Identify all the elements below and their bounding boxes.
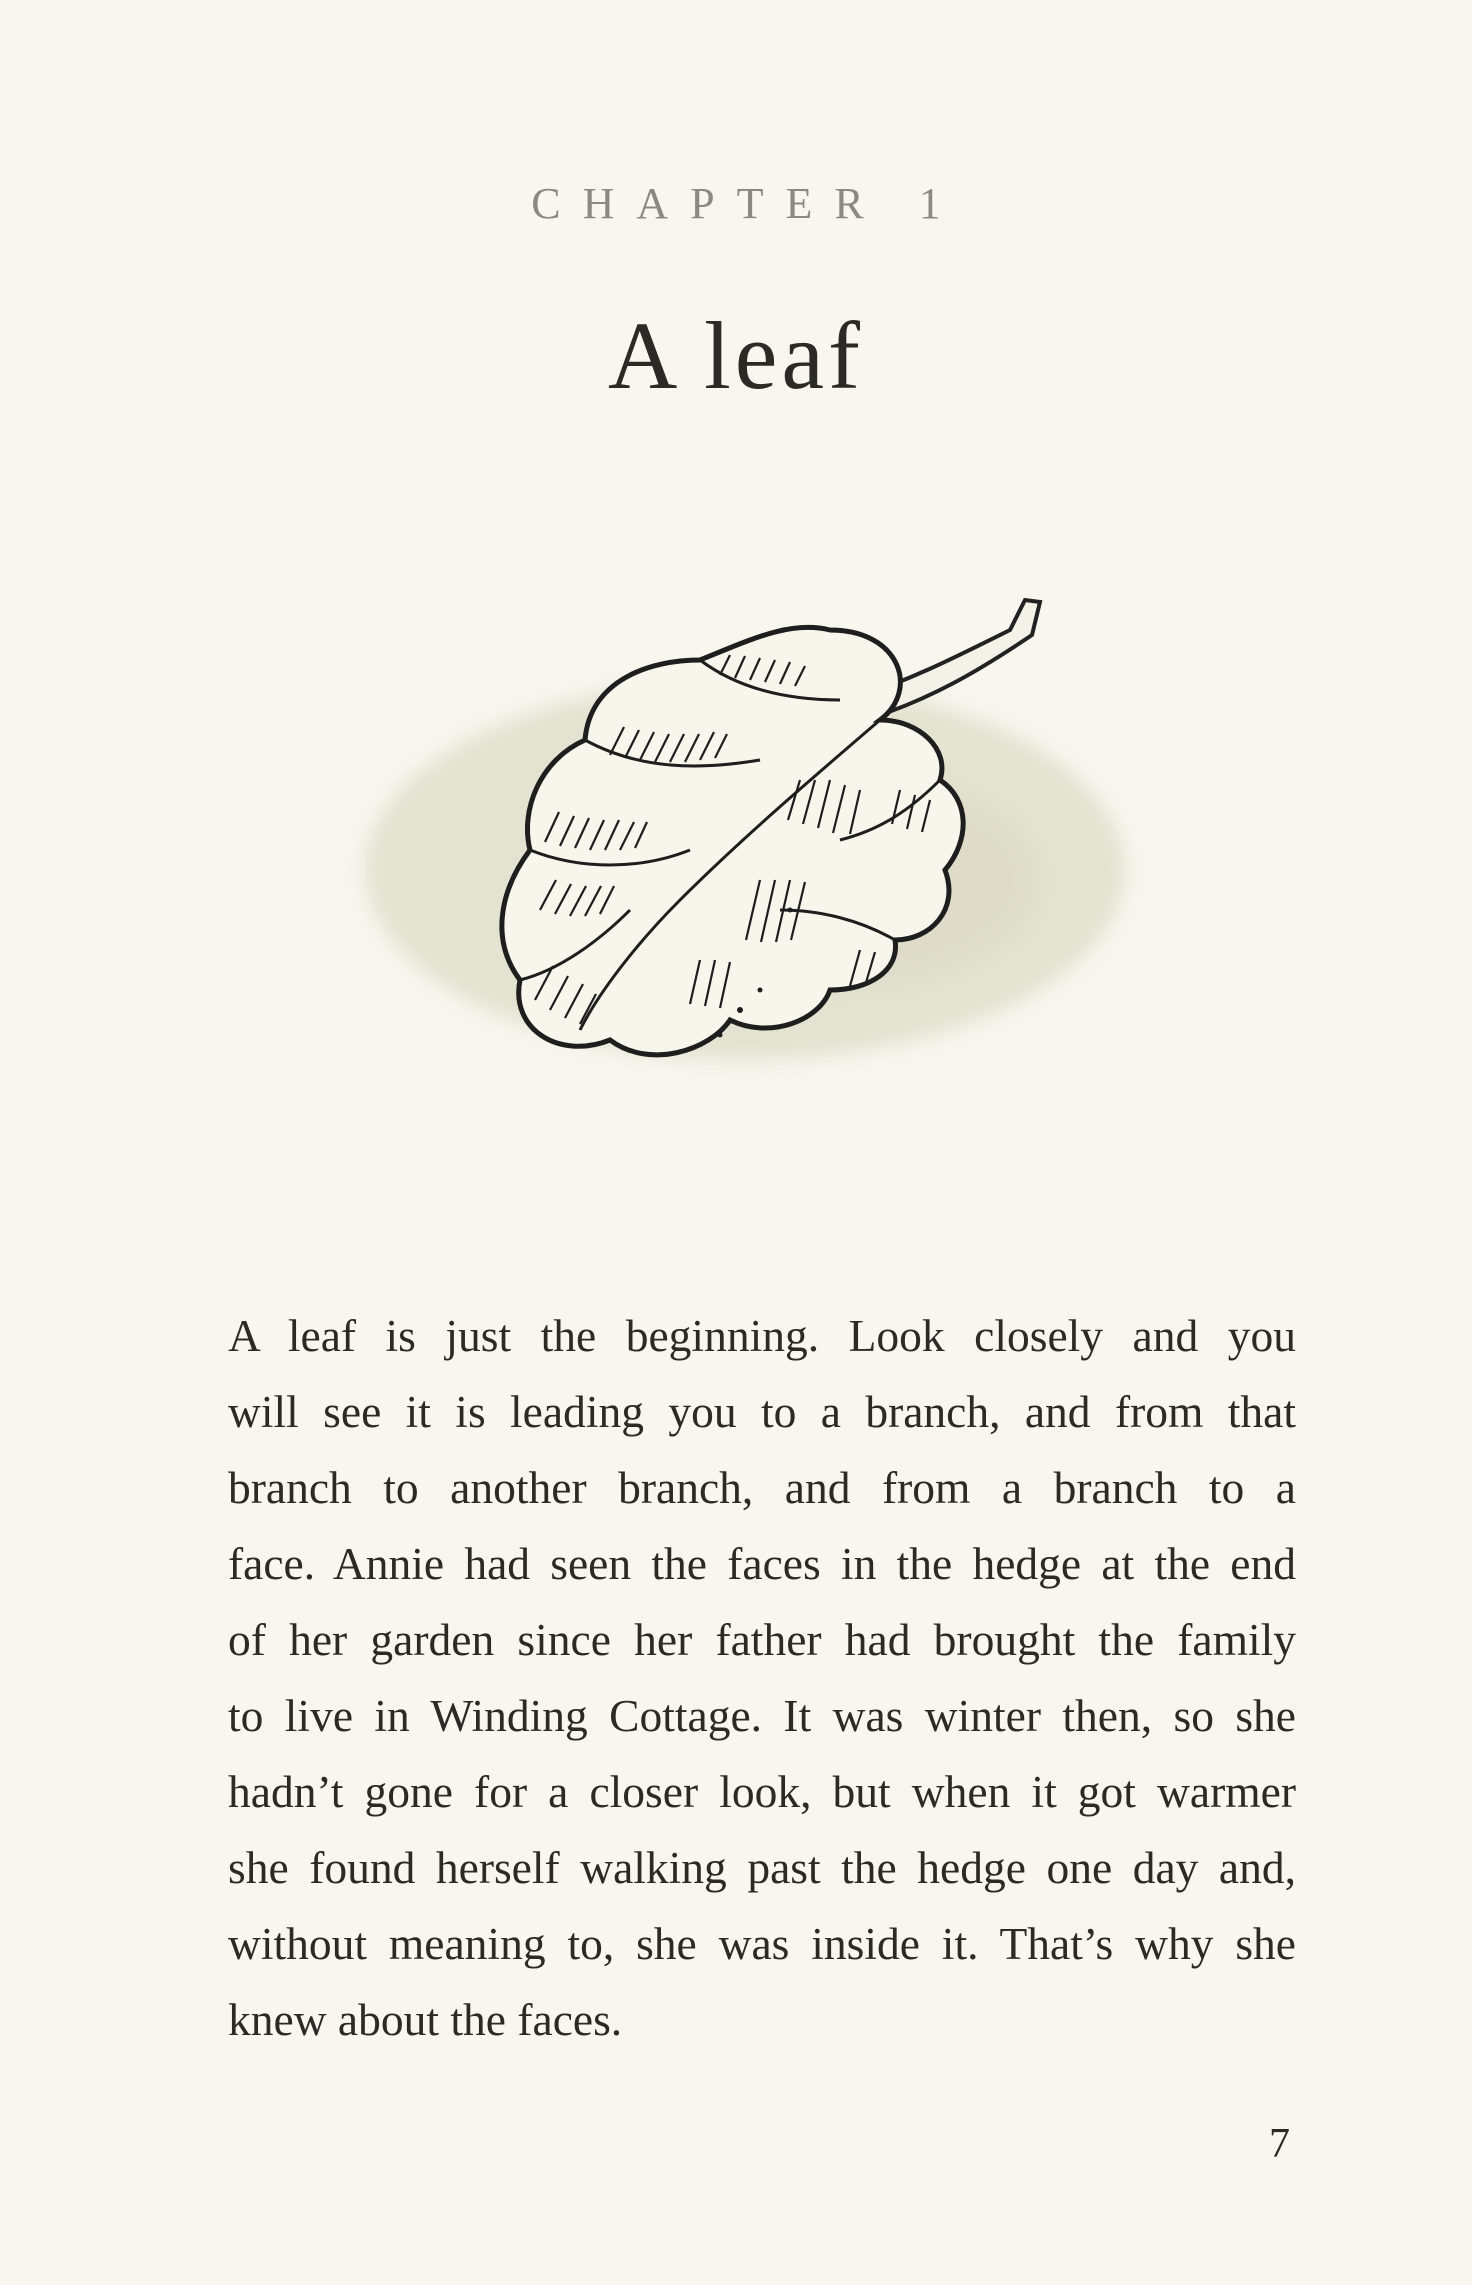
text-line: will see it is leading you to a branch, and from that — [228, 1386, 1296, 1437]
text-line: face. Annie had seen the faces in the hedge at the end — [228, 1538, 1296, 1589]
text-line: A leaf is just the beginning. Look closely and you — [228, 1310, 1296, 1361]
text-line: she found herself walking past the hedge one day and, — [228, 1842, 1296, 1893]
oak-leaf-icon — [320, 580, 1180, 1120]
text-line: of her garden since her father had brought the family — [228, 1614, 1296, 1665]
chapter-label: CHAPTER 1 — [531, 179, 963, 228]
chapter-title: A leaf — [608, 302, 864, 409]
text-line: hadn’t gone for a closer look, but when it got warmer — [228, 1766, 1296, 1817]
text-line: to live in Winding Cottage. It was winter then, so she — [228, 1690, 1296, 1741]
page-number: 7 — [1269, 2121, 1290, 2167]
text-line: branch to another branch, and from a branch to a — [228, 1462, 1296, 1513]
text-line: without meaning to, she was inside it. That’s why she — [228, 1918, 1296, 1969]
body-paragraph — [228, 1298, 1296, 2058]
text-line: knew about the faces. — [228, 1994, 623, 2045]
